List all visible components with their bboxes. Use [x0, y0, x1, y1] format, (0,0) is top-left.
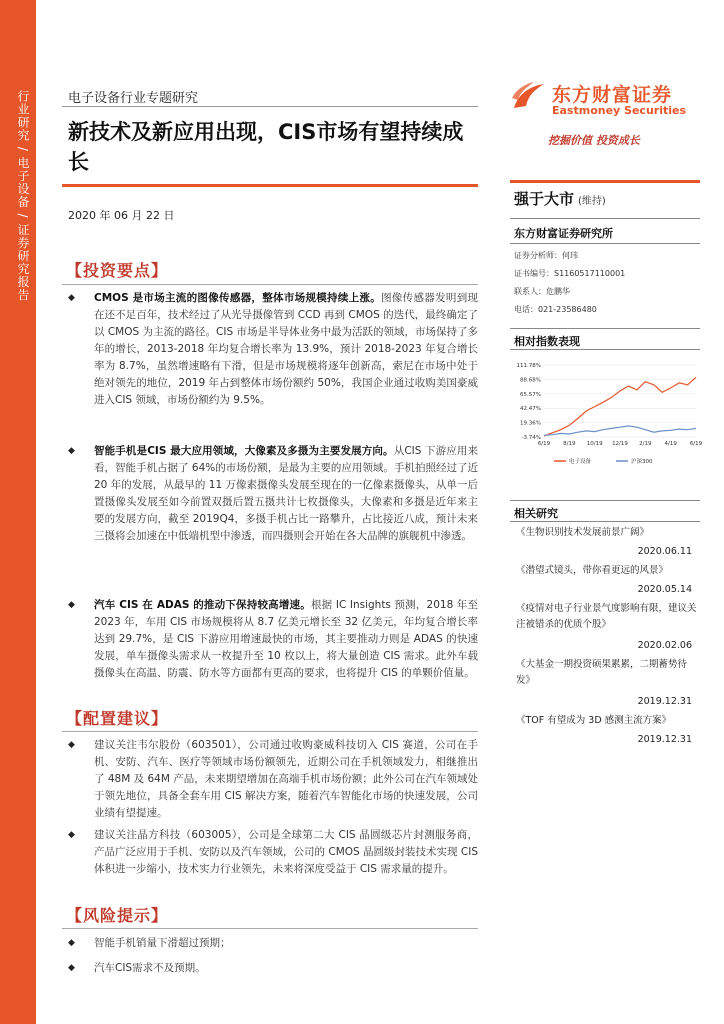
divider	[510, 521, 700, 522]
diamond-bullet-icon: ◆	[68, 830, 75, 840]
report-category: 电子设备行业专题研究	[68, 91, 199, 106]
related-title: 相关研究	[514, 507, 558, 520]
phone: 电话：021-23586480	[514, 305, 597, 314]
brand-flame-icon	[508, 76, 548, 116]
relative-performance-chart	[510, 355, 703, 475]
related-report-3[interactable]: 《疫情对电子行业景气度影响有限，建议关注被错杀的优质个股》	[516, 603, 697, 630]
config-bullet-1	[68, 737, 478, 822]
contact: 联系人：危鹏华	[514, 287, 570, 296]
related-report-date: 2020.02.06	[637, 640, 692, 651]
related-report-5[interactable]: 《TOF 有望成为 3D 感测主流方案》	[516, 715, 672, 726]
institute-name: 东方财富证券研究所	[514, 227, 613, 240]
related-report-1[interactable]: 《生物识别技术发展前景广阔》	[516, 527, 650, 538]
divider	[510, 328, 700, 329]
brand-slogan: 挖掘价值 投资成长	[548, 134, 640, 147]
diamond-bullet-icon: ◆	[68, 293, 75, 303]
bullet-body: 建议关注韦尔股份（603501），公司通过收购豪威科技切入 CIS 赛道，公司在手机、安防、汽车、医疗等领域市场份额领先，近期公司在手机领域发力，相继推出了 48M 及 64M 产品，未来期望增加在高端手机市场份额；此外公司在汽车领域处于领先地位，具备全套车用 CIS 解决方案，随着汽车智能化市场的快速发展，公司业绩有望提速。	[94, 739, 478, 819]
related-report-2[interactable]: 《潜望式镜头，带你看更远的风景》	[516, 565, 669, 576]
related-report-date: 2020.05.14	[637, 584, 692, 595]
divider	[510, 500, 700, 501]
divider	[62, 731, 478, 732]
related-report-date: 2020.06.11	[637, 546, 692, 557]
divider	[62, 106, 478, 107]
chart-title: 相对指数表现	[514, 335, 580, 348]
section-title-risk: 【风险提示】	[66, 906, 169, 925]
divider	[62, 284, 478, 285]
diamond-bullet-icon: ◆	[68, 740, 75, 750]
brand-name-en: Eastmoney Securities	[552, 104, 687, 117]
diamond-bullet-icon: ◆	[68, 938, 75, 948]
divider	[62, 928, 478, 929]
bullet-body: 汽车CIS需求不及预期。	[94, 962, 206, 974]
title-divider	[62, 184, 478, 187]
x-tick-label: 2/19	[639, 441, 652, 447]
bullet-body: 智能手机销量下滑超过预期；	[94, 937, 231, 949]
cert-number: 证书编号：S1160517110001	[514, 269, 626, 278]
bullet-body: 图像传感器发明到现在还不足百年，技术经过了从光导摄像管到 CCD 再到 CMOS 的迭代，最终确定了以 CMOS 为主流的路径。CIS 市场是半导体业务中最为活跃的领域，市场保持了多年的增长，2013-2018 年均复合增长率为 13.9%，预计 2018-2023 年复合增长率为 8.7%，虽然增速略有下滑，但是市场规模将逐年创新高，索尼在市场中处于绝对领先的地位，2019 年占到整体市场份额约 50%，我国企业通过收购美国豪威进入CIS 领域，市场份额约为 9.5%。	[94, 292, 478, 406]
risk-bullet-1	[68, 935, 478, 952]
y-tick-label: 88.68%	[520, 377, 541, 384]
x-tick-label: 8/19	[563, 441, 576, 447]
y-tick-label: 65.57%	[520, 391, 541, 398]
related-report-date: 2019.12.31	[637, 696, 692, 707]
y-tick-label: 42.47%	[520, 406, 541, 413]
divider	[510, 349, 700, 350]
legend-label: 电子设备	[569, 459, 592, 465]
section-title-config: 【配置建议】	[66, 709, 169, 728]
rating	[514, 188, 606, 209]
page-title: 新技术及新应用出现，CIS市场有望持续成长	[68, 120, 464, 174]
rating-note: (维持)	[578, 196, 606, 207]
bullet-body: 根据 IC Insights 预测，2018 年至 2023 年，车用 CIS 市场规模将从 8.7 亿美元增长至 32 亿美元，年均复合增长率达到 29.7%，是 CIS 下游应用增速最快的市场，其主要推动力则是 ADAS 的快速发展，单车摄像头需求从一枚提升至 10 枚以上，将大量创造 CIS 需求。此外车载摄像头在高温、防震、防水等方面都有更高的要求，也将提升 CIS 的单颗价值量。	[94, 599, 479, 679]
legend-label: 沪深300	[631, 459, 653, 465]
bullet-body: 从CIS 下游应用来看，智能手机占据了 64%的市场份额，是最为主要的应用领域。手机拍照经过了近 20 年的发展，从最早的 11 万像素摄像头发展至现在的一亿像素摄像头，从单一后置摄像头发展至如今前置双摄后置五摄共计七枚摄像头，大像素和多摄是近年来主要的发展方向，截至 2019Q4，多摄手机占比一路攀升，占比接近八成，预计未来三摄将会加速在中低端机型中渗透，而四摄则会开始在各大品牌的旗舰机中渗透。	[94, 445, 478, 542]
rating-divider	[510, 180, 700, 183]
side-category-label: 行业研究 / 电子设备 / 证券研究报告	[16, 90, 30, 302]
diamond-bullet-icon: ◆	[68, 600, 75, 610]
related-report-4[interactable]: 《大基金一期投资硕果累累，二期蓄势待发》	[516, 659, 688, 686]
config-bullet-2	[68, 827, 478, 878]
x-tick-label: 6/19	[537, 441, 551, 447]
risk-bullet-2	[68, 960, 478, 977]
divider	[510, 218, 700, 219]
related-report-date: 2019.12.31	[637, 734, 692, 745]
bullet-headline: CMOS 是市场主流的图像传感器，整体市场规模持续上涨。	[94, 292, 382, 304]
invest-bullet-2	[68, 443, 478, 545]
invest-bullet-3	[68, 597, 478, 682]
diamond-bullet-icon: ◆	[68, 963, 75, 973]
x-tick-label: 6/19	[689, 441, 703, 447]
brand-name-cn: 东方财富证券	[552, 84, 673, 106]
rating-label: 强于大市	[514, 190, 575, 208]
x-tick-label: 4/19	[664, 441, 677, 447]
x-tick-label: 12/19	[612, 441, 628, 447]
bullet-headline: 汽车 CIS 在 ADAS 的推动下保持较高增速。	[94, 599, 311, 611]
report-date: 2020 年 06 月 22 日	[68, 209, 175, 222]
diamond-bullet-icon: ◆	[68, 446, 75, 456]
divider	[510, 243, 700, 244]
y-tick-label: 111.78%	[516, 363, 541, 369]
analyst: 证券分析师：何玮	[514, 251, 578, 260]
section-title-invest: 【投资要点】	[66, 261, 169, 280]
bullet-body: 建议关注晶方科技（603005），公司是全球第二大 CIS 晶圆级芯片封测服务商，产品广泛应用于手机、安防以及汽车领域，公司的 CMOS 晶圆级封装技术实现 CIS 体积进一步缩小，技术实力行业领先，未来将深度受益于 CIS 需求量的提升。	[94, 829, 478, 875]
series-line-2	[544, 426, 696, 435]
y-tick-label: 19.36%	[520, 420, 541, 427]
y-tick-label: -3.74%	[521, 435, 541, 441]
x-tick-label: 10/19	[586, 441, 603, 447]
brand-logo	[508, 76, 698, 126]
bullet-headline: 智能手机是CIS 最大应用领域，大像素及多摄为主要发展方向。	[94, 445, 394, 457]
invest-bullet-1	[68, 290, 478, 409]
